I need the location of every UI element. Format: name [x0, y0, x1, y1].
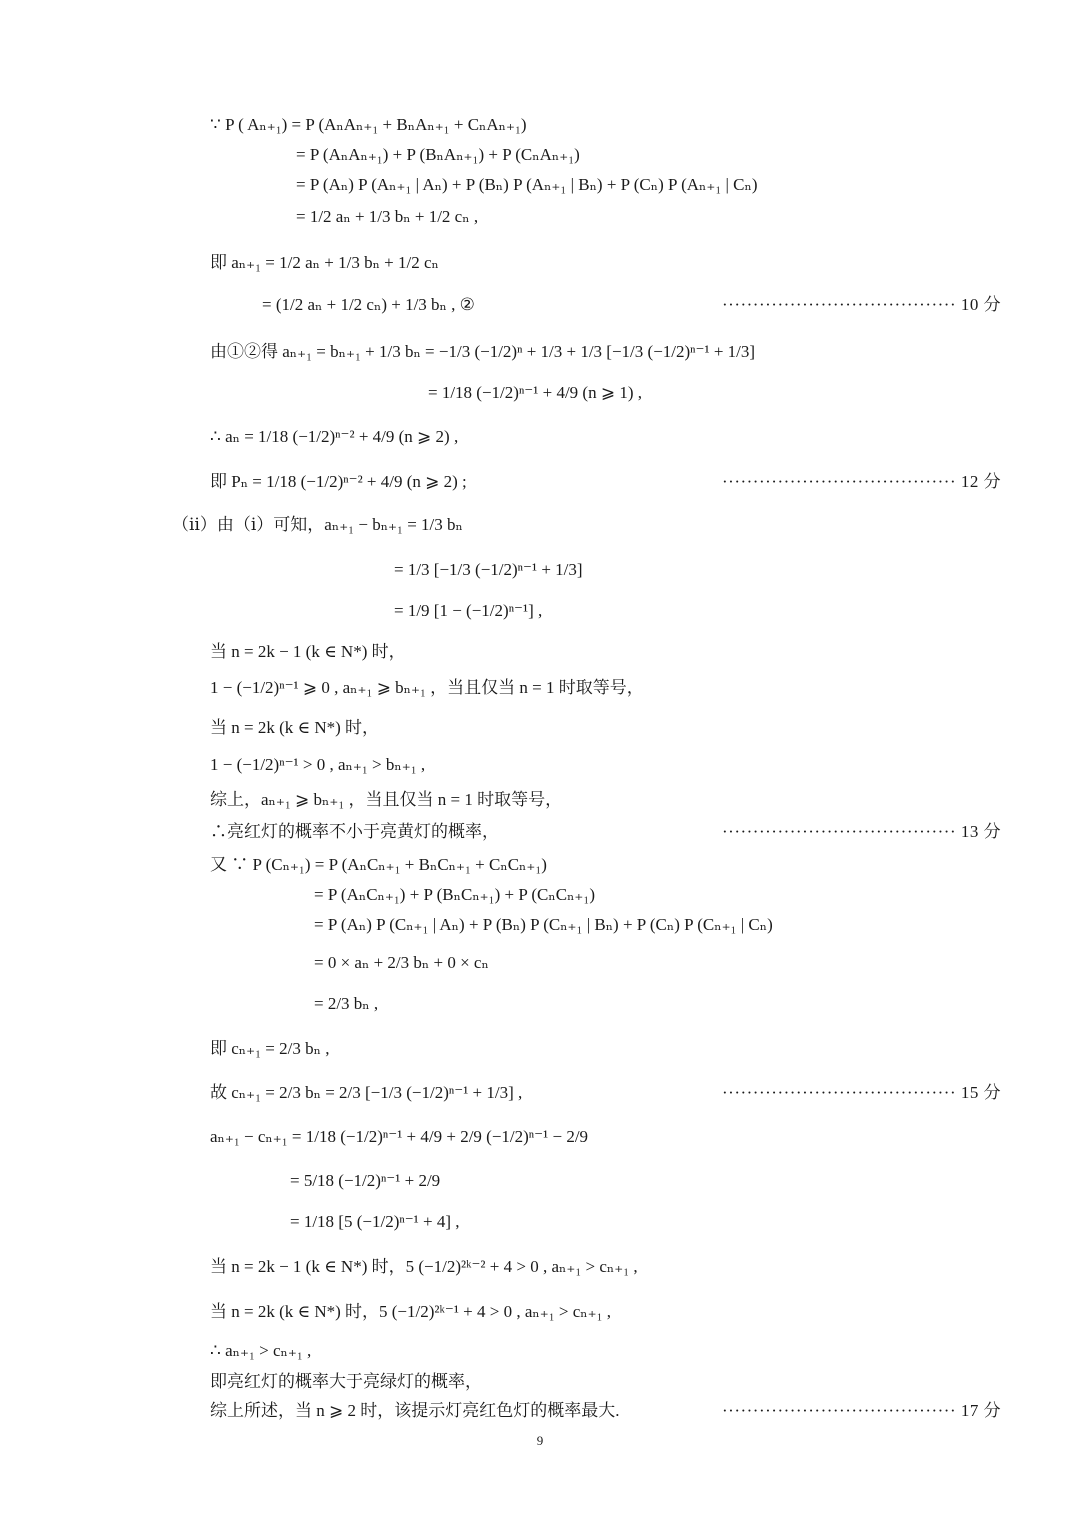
line-text: 当 n = 2k − 1 (k ∈ N*) 时，: [210, 642, 406, 661]
score-label: 17 分: [960, 1401, 1002, 1420]
solution-line: [0, 783, 1080, 817]
solution-line: [0, 1164, 1080, 1198]
line-text: 即 cₙ₊₁ = 2/3 bₙ ,: [210, 1039, 330, 1058]
score-marker: ······································ 13 分: [722, 822, 1002, 841]
page-number: 9: [536, 1433, 544, 1448]
line-text: = 0 × aₙ + 2/3 bₙ + 0 × cₙ: [314, 953, 489, 972]
solution-line: [0, 671, 1080, 705]
line-text: 当 n = 2k − 1 (k ∈ N*) 时，5 (−1/2)²ᵏ⁻² + 4 > 0 , aₙ₊₁ > cₙ₊₁ ,: [210, 1257, 638, 1276]
line-text: = 5/18 (−1/2)ⁿ⁻¹ + 2/9: [290, 1171, 441, 1190]
solution-line: [0, 748, 1080, 782]
solution-line: [0, 108, 1080, 142]
line-text: = (1/2 aₙ + 1/2 cₙ) + 1/3 bₙ , ②: [262, 295, 475, 314]
line-text: aₙ₊₁ − cₙ₊₁ = 1/18 (−1/2)ⁿ⁻¹ + 4/9 + 2/9 (−1/2)ⁿ⁻¹ − 2/9: [210, 1127, 589, 1146]
solution-line: [0, 946, 1080, 980]
line-text: （ⅱ）由（ⅰ）可知，aₙ₊₁ − bₙ₊₁ = 1/3 bₙ: [172, 515, 463, 534]
line-text: 即亮红灯的概率大于亮绿灯的概率，: [210, 1372, 482, 1391]
score-label: 15 分: [960, 1083, 1002, 1102]
solution-line: [0, 138, 1080, 172]
solution-line: [0, 465, 1080, 499]
line-text: = 1/18 [5 (−1/2)ⁿ⁻¹ + 4] ,: [290, 1212, 460, 1231]
score-marker: ······································ 17 分: [722, 1401, 1002, 1420]
line-text: ∴ aₙ = 1/18 (−1/2)ⁿ⁻² + 4/9 (n ⩾ 2) ,: [210, 427, 459, 446]
score-marker: ······································ 12 分: [722, 472, 1002, 491]
line-text: = P (Aₙ) P (Aₙ₊₁ | Aₙ) + P (Bₙ) P (Aₙ₊₁ | Bₙ) + P (Cₙ) P (Aₙ₊₁ | Cₙ): [296, 175, 758, 194]
line-text: 综上，aₙ₊₁ ⩾ bₙ₊₁ ，当且仅当 n = 1 时取等号，: [210, 790, 563, 809]
line-text: 由①②得 aₙ₊₁ = bₙ₊₁ + 1/3 bₙ = −1/3 (−1/2)ⁿ + 1/3 + 1/3 [−1/3 (−1/2)ⁿ⁻¹ + 1/3]: [210, 342, 756, 361]
solution-line: [0, 420, 1080, 454]
line-text: 故 cₙ₊₁ = 2/3 bₙ = 2/3 [−1/3 (−1/2)ⁿ⁻¹ + 1/3] ,: [210, 1083, 523, 1102]
solution-line: [0, 1120, 1080, 1154]
line-text: 综上所述，当 n ⩾ 2 时，该提示灯亮红色灯的概率最大.: [210, 1401, 620, 1420]
score-marker: ······································ 15 分: [722, 1083, 1002, 1102]
solution-line: [0, 246, 1080, 280]
solution-line: [0, 508, 1080, 542]
solution-line: [0, 1032, 1080, 1066]
line-text: = 1/3 [−1/3 (−1/2)ⁿ⁻¹ + 1/3]: [394, 560, 583, 579]
line-text: 即 aₙ₊₁ = 1/2 aₙ + 1/3 bₙ + 1/2 cₙ: [210, 253, 439, 272]
line-text: = 2/3 bₙ ,: [314, 994, 379, 1013]
solution-line: [0, 335, 1080, 369]
solution-line: [0, 553, 1080, 587]
line-text: = P (AₙAₙ₊₁) + P (BₙAₙ₊₁) + P (CₙAₙ₊₁): [296, 145, 580, 164]
solution-line: [0, 1334, 1080, 1368]
line-text: = P (Aₙ) P (Cₙ₊₁ | Aₙ) + P (Bₙ) P (Cₙ₊₁ | Bₙ) + P (Cₙ) P (Cₙ₊₁ | Cₙ): [314, 915, 773, 934]
line-text: 1 − (−1/2)ⁿ⁻¹ ⩾ 0 , aₙ₊₁ ⩾ bₙ₊₁ ，当且仅当 n = 1 时取等号，: [210, 678, 644, 697]
line-text: ∴ aₙ₊₁ > cₙ₊₁ ,: [210, 1341, 312, 1360]
score-label: 10 分: [960, 295, 1002, 314]
solution-line: [0, 635, 1080, 669]
solution-line: [0, 1295, 1080, 1329]
line-text: = P (AₙCₙ₊₁) + P (BₙCₙ₊₁) + P (CₙCₙ₊₁): [314, 885, 595, 904]
solution-line: [0, 1250, 1080, 1284]
solution-line: [0, 848, 1080, 882]
solution-line: [0, 878, 1080, 912]
line-text: ∴亮红灯的概率不小于亮黄灯的概率，: [210, 822, 499, 841]
solution-line: [0, 200, 1080, 234]
solution-line: [0, 711, 1080, 745]
line-text: ∵ P ( Aₙ₊₁) = P (AₙAₙ₊₁ + BₙAₙ₊₁ + CₙAₙ₊₁): [210, 115, 527, 134]
solution-line: [0, 1205, 1080, 1239]
solution-line: [0, 815, 1080, 849]
solution-line: [0, 1394, 1080, 1428]
line-text: 当 n = 2k (k ∈ N*) 时，5 (−1/2)²ᵏ⁻¹ + 4 > 0 , aₙ₊₁ > cₙ₊₁ ,: [210, 1302, 612, 1321]
score-label: 12 分: [960, 472, 1002, 491]
line-text: 又 ∵ P (Cₙ₊₁) = P (AₙCₙ₊₁ + BₙCₙ₊₁ + CₙCₙ₊₁): [210, 855, 547, 874]
solution-line: [0, 594, 1080, 628]
solution-line: [0, 908, 1080, 942]
solution-line: [0, 168, 1080, 202]
line-text: 即 Pₙ = 1/18 (−1/2)ⁿ⁻² + 4/9 (n ⩾ 2) ;: [210, 472, 467, 491]
score-marker: ······································ 10 分: [722, 295, 1002, 314]
line-text: = 1/2 aₙ + 1/3 bₙ + 1/2 cₙ ,: [296, 207, 479, 226]
score-label: 13 分: [960, 822, 1002, 841]
line-text: = 1/18 (−1/2)ⁿ⁻¹ + 4/9 (n ⩾ 1) ,: [428, 383, 642, 402]
line-text: 当 n = 2k (k ∈ N*) 时，: [210, 718, 380, 737]
solution-line: [0, 987, 1080, 1021]
line-text: 1 − (−1/2)ⁿ⁻¹ > 0 , aₙ₊₁ > bₙ₊₁ ,: [210, 755, 426, 774]
solution-line: [0, 1076, 1080, 1110]
solution-line: [0, 376, 1080, 410]
solution-line: [0, 288, 1080, 322]
line-text: = 1/9 [1 − (−1/2)ⁿ⁻¹] ,: [394, 601, 543, 620]
